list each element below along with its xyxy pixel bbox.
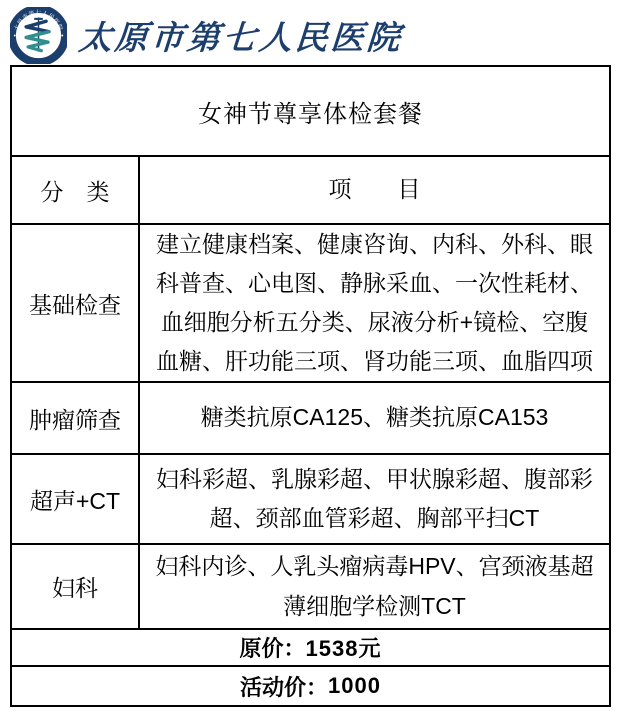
activity-price-label: 活动价： (240, 674, 329, 700)
original-price-row (12, 628, 609, 665)
row-items: 糖类抗原CA125、糖类抗原CA153 (200, 404, 549, 431)
table-title-row (12, 67, 609, 155)
original-price-label: 原价： (239, 636, 306, 661)
row-items: 妇科彩超、乳腺彩超、甲状腺彩超、腹部彩超、颈部血管彩超、胸部平扫CT (156, 465, 593, 531)
svg-text:太原市第七人民医院: 太原市第七人民医院 (14, 10, 63, 32)
table-row-tumor-screening (12, 381, 609, 453)
package-table (10, 65, 611, 707)
original-price (12, 630, 609, 665)
table-row-basic-exam (12, 223, 609, 381)
row-category: 超声+CT (12, 455, 140, 543)
column-header-items: 项 目 (328, 176, 421, 203)
column-header-category: 分 类 (12, 157, 140, 223)
row-category: 基础检查 (12, 225, 140, 381)
row-items: 妇科内诊、人乳头瘤病毒HPV、宫颈液基超薄细胞学检测TCT (155, 553, 594, 619)
activity-price (12, 667, 609, 705)
table-header-row (12, 155, 609, 223)
activity-price-value: 1000 (328, 673, 381, 698)
activity-price-row (12, 665, 609, 705)
original-price-value: 1538元 (305, 636, 382, 661)
hospital-name: 太原市第七人民医院 (77, 17, 405, 57)
hospital-logo-icon (10, 7, 67, 64)
row-category: 妇科 (12, 545, 140, 628)
row-category: 肿瘤筛查 (12, 383, 140, 453)
hospital-header (10, 6, 403, 64)
row-items: 建立健康档案、健康咨询、内科、外科、眼科普查、心电图、静脉采血、一次性耗材、血细胞分析五分类、尿液分析+镜检、空腹血糖、肝功能三项、肾功能三项、血脂四项 (156, 230, 593, 375)
package-title: 女神节尊享体检套餐 (198, 100, 423, 128)
table-row-gynecology (12, 543, 609, 628)
svg-text:TAIYUAN 7TH PEOPLE'S HOSPITAL: TAIYUAN 7TH PEOPLE'S HOSPITAL (16, 37, 61, 58)
table-row-ultrasound-ct (12, 453, 609, 543)
